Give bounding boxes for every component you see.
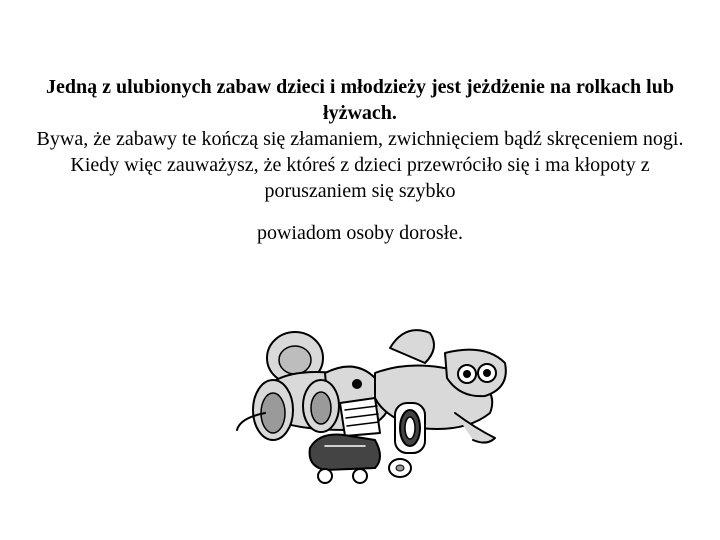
slide-heading: Jedną z ulubionych zabaw dzieci i młodzieży jest jeżdżenie na rolkach lub łyżwach.: [46, 76, 674, 124]
fallen-mice-illustration: [225, 318, 515, 490]
skate-wheel-1: [318, 469, 332, 483]
right-mouse-ear: [390, 330, 434, 363]
slide-text-block: [30, 74, 690, 246]
rollerskate-boot: [310, 435, 380, 471]
skate-wheel-2: [353, 469, 367, 483]
slide-closing-text: powiadom osoby dorosłe.: [256, 222, 464, 244]
slide-body-text: Bywa, że zabawy te kończą się złamaniem, zwichnięciem bądź skręceniem nogi. Kiedy więc zauważysz, że któreś z dzieci przewróciło się i ma kłopoty z poruszaniem się szybko: [36, 128, 684, 202]
